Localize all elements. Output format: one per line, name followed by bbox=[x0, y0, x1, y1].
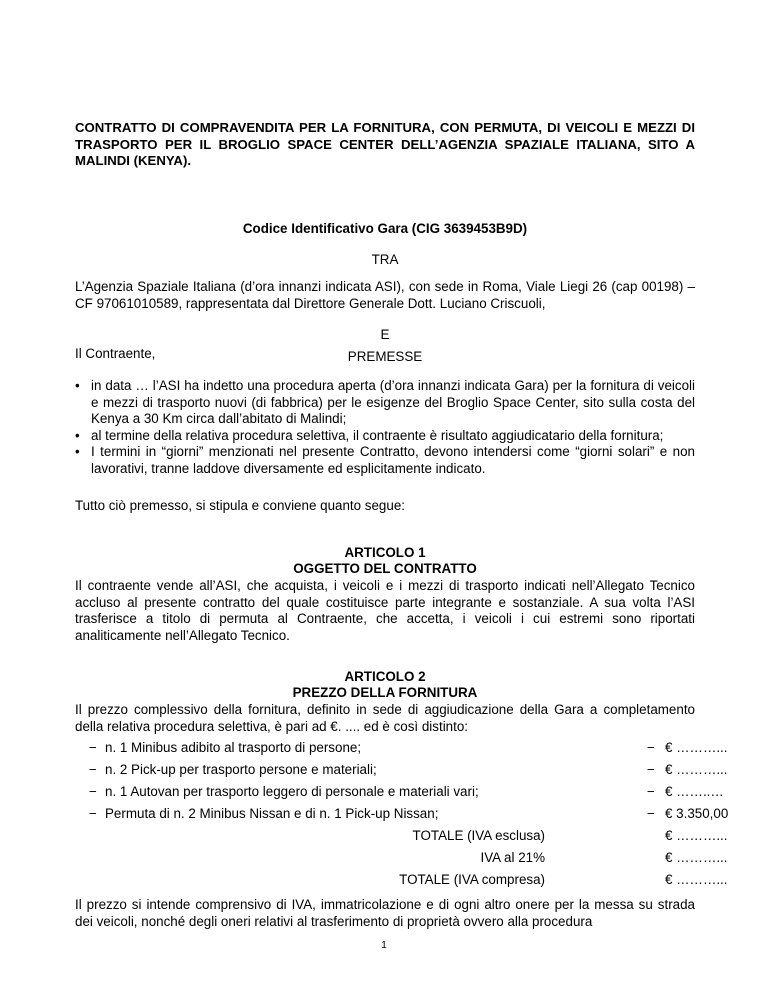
premesse-list bbox=[75, 378, 695, 477]
article-2-heading: PREZZO DELLA FORNITURA bbox=[292, 685, 478, 700]
tra-label: TRA bbox=[371, 252, 399, 267]
asi-party-paragraph: L’Agenzia Spaziale Italiana (d’ora innanzi indicata ASI), con sede in Roma, Viale Liegi 26 (cap 00198) – CF 97061010589, rappresentata dal Direttore Generale Dott. Luciano Criscuoli, bbox=[75, 279, 695, 311]
contract-title: CONTRATTO DI COMPRAVENDITA PER LA FORNITURA, CON PERMUTA, DI VEICOLI E MEZZI DI TRASPORTO PER IL BROGLIO SPACE CENTER DELL’AGENZIA SPAZIALE ITALIANA, SITO A MALINDI (KENYA). bbox=[75, 120, 695, 168]
bullet-icon: • bbox=[75, 378, 80, 393]
price-row: − n. 1 Minibus adibito al trasporto di persone; − € ………... bbox=[89, 740, 728, 755]
price-row: − Permuta di n. 2 Minibus Nissan e di n. 1 Pick-up Nissan; − € 3.350,00 bbox=[89, 806, 729, 821]
article-1-text: Il contraente vende all’ASI, che acquista, i veicoli e i mezzi di trasporto indicati nell’Allegato Tecnico accluso al presente contratto del quale costituisce parte integrante e sostanziale. A sua volta l’ASI trasferisce a titolo di permuta al Contraente, che accetta, i veicoli i cui estremi sono riportati analiticamente nell’Allegato Tecnico. bbox=[75, 578, 695, 643]
e-label: E bbox=[380, 327, 390, 342]
article-2-after-text: Il prezzo si intende comprensivo di IVA, immatricolazione e di ogni altro onere per la messa su strada dei veicoli, nonché degli oneri relativi al trasferimento di proprietà ovvero alla procedura bbox=[75, 897, 695, 929]
total-row: TOTALE (IVA esclusa) € ………... bbox=[412, 828, 728, 843]
premesso-paragraph: Tutto ciò premesso, si stipula e conviene quanto segue: bbox=[75, 498, 405, 513]
total-row: IVA al 21% € ………... bbox=[480, 850, 728, 865]
price-row: − n. 2 Pick-up per trasporto persone e materiali; − € ………... bbox=[89, 762, 728, 777]
total-row: TOTALE (IVA compresa) € ………... bbox=[399, 872, 728, 887]
contraente-label: Il Contraente, bbox=[75, 346, 156, 361]
list-item: • in data … l’ASI ha indetto una procedura aperta (d’ora innanzi indicata Gara) per la fornitura di veicoli e mezzi di trasporto nuovi (di fabbrica) per le esigenze del Broglio Space Center, sito sulla costa del Kenya a 30 Km circa dall’abitato di Malindi; bbox=[75, 378, 695, 426]
cig-line: Codice Identificativo Gara (CIG 3639453B9D) bbox=[242, 221, 528, 236]
page-number: 1 bbox=[381, 940, 387, 951]
bullet-icon: • bbox=[75, 444, 80, 459]
article-2-number: ARTICOLO 2 bbox=[344, 669, 426, 684]
list-item: • al termine della relativa procedura selettiva, il contraente è risultato aggiudicatario della fornitura; bbox=[75, 427, 664, 443]
article-1-heading: OGGETTO DEL CONTRATTO bbox=[293, 561, 477, 576]
bullet-icon: • bbox=[75, 427, 80, 443]
article-2-intro: Il prezzo complessivo della fornitura, definito in sede di aggiudicazione della Gara a completamento della relativa procedura selettiva, è pari ad €. .... ed è così distinto: bbox=[75, 702, 695, 734]
price-row: − n. 1 Autovan per trasporto leggero di personale e materiali vari; − € ……..… bbox=[89, 784, 724, 799]
list-item: • I termini in “giorni” menzionati nel presente Contratto, devono intendersi come “giorni solari” e non lavorativi, tranne laddove diversamente ed esplicitamente indicato. bbox=[75, 444, 695, 476]
premesse-heading: PREMESSE bbox=[347, 349, 423, 364]
article-1-number: ARTICOLO 1 bbox=[344, 545, 426, 560]
